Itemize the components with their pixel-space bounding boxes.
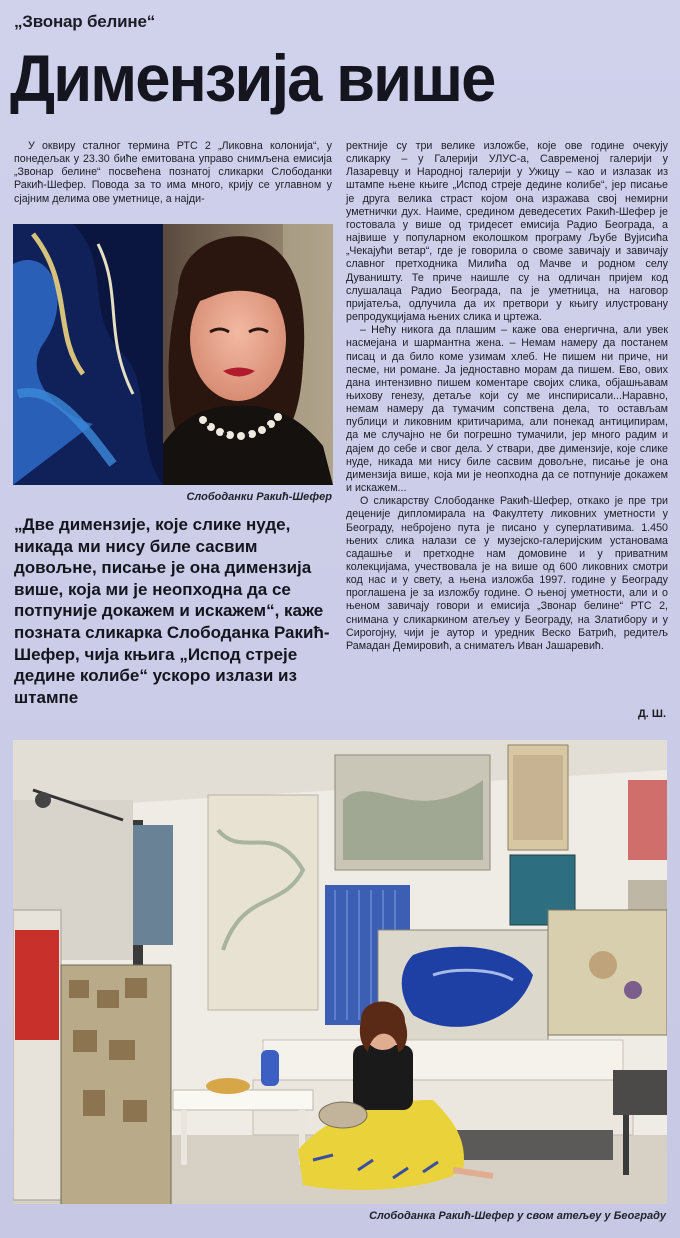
article-column-right <box>346 140 668 653</box>
article-paragraph: ректније су три велике изложбе, које ове године очекују сликарку – у Галерији УЛУС-а, Савременој галерији у Лазаревцу и Народној галерији у Ужицу – као и излазак из штампе њене књиге „Испод стреје дедине колибе“, јер писање је друга велика страст којом она изражава свој немирни уметнички дух. Наиме, средином деведесетих Ракић-Шефер је гостовала у више од тридесет емисија Радио Београда, а највише у популарном еколошком програму Љубе Вујисића „Чекајући ветар“, где је говорила о своме завичају и завичају славног претходника Милића од Мачве и родном селу Дуваништу. Те приче наишле су на одличан пријем код слушалаца Радио Београда, па је уметница, на наговор пријатеља, одлучила да их претвори у књигу илустровану репродукцијама њених слика и цртежа. <box>346 140 668 324</box>
article-paragraph: О сликарству Слободанке Ракић-Шефер, откако је пре три деценије дипломирала на Факултету ликовних уметности у Београду, небројено пута је писано у суперлативима. 1.450 њених слика налази се у музејско-галеријским установама садашње и претходне нам домовине и у приватним колекцијама, учествовала је на више од 600 ликовних смотри код нас и у свету, а њена изложба 1997. године у Београду проглашена је за изложбу године. О њеној уметности, али и о њеном завичају говори и емисија „Звонар белине“ РТС 2, снимана у сликаркином атељеу у Београду, на Златибору и у Сирогојну, чији је аутор и уредник Веско Батрић, редитељ Рамадан Демировић, а сниматељ Иван Јашаревић. <box>346 495 668 652</box>
portrait-photo <box>13 224 333 485</box>
author-signature: Д. Ш. <box>637 708 666 720</box>
studio-caption: Слободанка Ракић-Шефер у свом атељеу у Београду <box>369 1210 666 1222</box>
article-headline: Димензија више <box>10 41 495 115</box>
portrait-caption: Слободанки Ракић-Шефер <box>186 491 332 503</box>
studio-photo <box>13 740 667 1204</box>
article-kicker: „Звонар белине“ <box>14 12 156 31</box>
article-column-left <box>14 140 332 206</box>
pull-quote: „Две димензије, које слике нуде, никада ми нису биле сасвим довољне, писање је она димензија више, која ми је неопходна да се потпуније докажем и искажем“, каже позната сликарка Слободанка Ракић-Шефер, чија књига „Испод стреје дедине колибе“ ускоро излази из штампе <box>14 515 330 707</box>
article-paragraph: – Нећу никога да плашим – каже ова енергична, али увек насмејана и шармантна жена. – Немам намеру да постанем писац и да било коме узимам хлеб. Не пишем ни приче, ни песме, ни романе. Ја једноставно морам да пишем. Ево, ових дана интензивно пишем коментаре својих слика, објашњавам њихову генезу, детаље који су ме инспирисали...Наравно, немам намеру да тумачим сопствена дела, то остављам публици и ликовним критичарима, али понекад антиципирам, да ме случајно не би погрешно тумачили, јер много радим и дајем до себе и свог дела. У ствари, две димензије, које слике нуде, никада ми нису биле сасвим довољне, писање је она димензија више, која ми је неопходна да се потпуније докажем и искажем... <box>346 324 668 495</box>
article-paragraph: У оквиру сталног термина РТС 2 „Ликовна колонија“, у понедељак у 23.30 биће емитована управо снимљена емисија „Звонар белине“ посвећена познатој сликарки Слободанки Ракић-Шефер. Повода за то има много, крију се углавном у сјајним делима ове уметнице, а најди- <box>14 140 332 205</box>
